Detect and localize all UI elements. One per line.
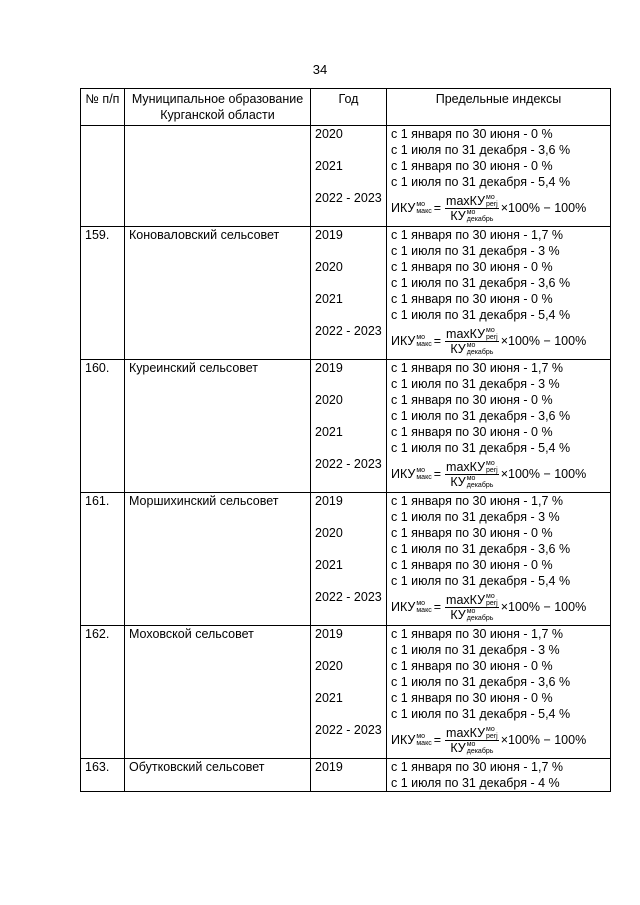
formula-lhs-sup: мо [416, 201, 426, 208]
formula-fraction [445, 460, 499, 489]
formula-num-sup: мо [486, 459, 495, 467]
index-line: с 1 июля по 31 декабря - 3,6 % [391, 276, 571, 290]
year-label: 2022 - 2023 [315, 191, 382, 205]
formula-eq: = [433, 334, 442, 348]
year-label: 2020 [315, 127, 343, 141]
table-row [81, 759, 611, 792]
year-label: 2019 [315, 494, 343, 508]
formula-num: maxКУ [446, 592, 486, 607]
row-number: 162. [81, 626, 125, 759]
formula-tail: ×100% − 100% [500, 467, 587, 481]
row-indexes [387, 227, 611, 360]
formula-num: maxКУ [446, 326, 486, 341]
formula-num-sub: perj [486, 333, 498, 341]
index-line: с 1 июля по 31 декабря - 5,4 % [391, 707, 571, 721]
index-line: с 1 января по 30 июня - 0 % [391, 159, 553, 173]
row-indexes [387, 493, 611, 626]
indexes-table [80, 88, 611, 792]
year-label: 2022 - 2023 [315, 324, 382, 338]
year-label: 2020 [315, 393, 343, 407]
row-municipality: Куреинский сельсовет [125, 360, 311, 493]
formula-lhs-sub: макс [416, 607, 432, 614]
formula-lhs: ИКУ [391, 467, 416, 481]
formula-eq: = [433, 733, 442, 747]
year-label: 2022 - 2023 [315, 457, 382, 471]
formula-tail: ×100% − 100% [500, 733, 587, 747]
formula-lhs: ИКУ [391, 733, 416, 747]
index-line: с 1 января по 30 июня - 1,7 % [391, 760, 563, 774]
formula-den-sup: мо [466, 474, 476, 482]
formula-lhs-sub: макс [416, 474, 432, 481]
formula-lhs-sub: макс [416, 341, 432, 348]
formula-den-sup: мо [466, 607, 476, 615]
index-line: с 1 июля по 31 декабря - 5,4 % [391, 441, 571, 455]
row-municipality: Моховской сельсовет [125, 626, 311, 759]
year-label: 2021 [315, 292, 343, 306]
page-number: 34 [312, 62, 328, 77]
index-line: с 1 января по 30 июня - 0 % [391, 526, 553, 540]
row-years [311, 626, 387, 759]
index-line: с 1 июля по 31 декабря - 3 % [391, 244, 560, 258]
index-line: с 1 января по 30 июня - 1,7 % [391, 228, 563, 242]
row-number: 161. [81, 493, 125, 626]
index-line: с 1 января по 30 июня - 0 % [391, 558, 553, 572]
index-formula [387, 722, 610, 758]
year-label: 2020 [315, 526, 343, 540]
year-label: 2019 [315, 228, 343, 242]
index-line: с 1 января по 30 июня - 0 % [391, 260, 553, 274]
index-line: с 1 июля по 31 декабря - 5,4 % [391, 175, 571, 189]
year-label: 2020 [315, 659, 343, 673]
formula-den-sub: декабрь [466, 747, 494, 755]
formula-den-sup: мо [466, 208, 476, 216]
formula-num-sub: perj [486, 599, 498, 607]
index-line: с 1 июля по 31 декабря - 3,6 % [391, 409, 571, 423]
year-label: 2019 [315, 627, 343, 641]
index-formula [387, 589, 610, 625]
formula-lhs: ИКУ [391, 334, 416, 348]
year-label: 2019 [315, 361, 343, 375]
table-row [81, 360, 611, 493]
formula-num: maxКУ [446, 725, 486, 740]
formula-den-sub: декабрь [466, 614, 494, 622]
index-line: с 1 июля по 31 декабря - 3,6 % [391, 542, 571, 556]
index-formula [387, 456, 610, 492]
row-indexes [387, 360, 611, 493]
row-years [311, 126, 387, 227]
formula-den-sub: декабрь [466, 481, 494, 489]
row-years [311, 227, 387, 360]
index-line: с 1 января по 30 июня - 0 % [391, 393, 553, 407]
row-indexes [387, 626, 611, 759]
header-municipality: Муниципальное образование Курганской области [125, 89, 311, 126]
index-line: с 1 января по 30 июня - 0 % [391, 292, 553, 306]
formula-den-sup: мо [466, 740, 476, 748]
formula-den-sub: декабрь [466, 215, 494, 223]
row-number: 159. [81, 227, 125, 360]
formula-num-sub: perj [486, 466, 498, 474]
year-label: 2021 [315, 159, 343, 173]
index-line: с 1 января по 30 июня - 1,7 % [391, 627, 563, 641]
index-line: с 1 июля по 31 декабря - 3,6 % [391, 675, 571, 689]
formula-num-sub: perj [486, 200, 498, 208]
index-formula [387, 190, 610, 226]
index-line: с 1 января по 30 июня - 0 % [391, 691, 553, 705]
formula-eq: = [433, 600, 442, 614]
table-row [81, 227, 611, 360]
formula-eq: = [433, 467, 442, 481]
row-indexes [387, 759, 611, 792]
formula-num-sub: perj [486, 732, 498, 740]
row-municipality [125, 126, 311, 227]
header-year: Год [311, 89, 387, 126]
index-line: с 1 января по 30 июня - 0 % [391, 127, 553, 141]
row-municipality: Коноваловский сельсовет [125, 227, 311, 360]
formula-num-sup: мо [486, 592, 495, 600]
formula-fraction [445, 726, 499, 755]
formula-fraction [445, 593, 499, 622]
formula-lhs-sub: макс [416, 740, 432, 747]
formula-den: КУ [450, 607, 466, 622]
row-number [81, 126, 125, 227]
index-line: с 1 июля по 31 декабря - 5,4 % [391, 574, 571, 588]
formula-den: КУ [450, 474, 466, 489]
formula-num: maxКУ [446, 459, 486, 474]
formula-tail: ×100% − 100% [500, 201, 587, 215]
formula-den: КУ [450, 740, 466, 755]
table-row [81, 126, 611, 227]
formula-num-sup: мо [486, 193, 495, 201]
formula-tail: ×100% − 100% [500, 600, 587, 614]
row-municipality: Обутковский сельсовет [125, 759, 311, 792]
header-num: № п/п [81, 89, 125, 126]
year-label: 2020 [315, 260, 343, 274]
formula-fraction [445, 194, 499, 223]
formula-lhs-sup: мо [416, 467, 426, 474]
formula-lhs-sup: мо [416, 600, 426, 607]
row-years [311, 360, 387, 493]
index-line: с 1 июля по 31 декабря - 3,6 % [391, 143, 571, 157]
index-line: с 1 января по 30 июня - 0 % [391, 659, 553, 673]
formula-lhs-sub: макс [416, 208, 432, 215]
index-formula [387, 323, 610, 359]
formula-tail: ×100% − 100% [500, 334, 587, 348]
table-header-row [81, 89, 611, 126]
row-indexes [387, 126, 611, 227]
index-line: с 1 июля по 31 декабря - 3 % [391, 510, 560, 524]
year-label: 2022 - 2023 [315, 723, 382, 737]
row-years [311, 493, 387, 626]
formula-lhs-sup: мо [416, 733, 426, 740]
index-line: с 1 июля по 31 декабря - 5,4 % [391, 308, 571, 322]
formula-den: КУ [450, 341, 466, 356]
year-label: 2021 [315, 558, 343, 572]
formula-num-sup: мо [486, 326, 495, 334]
index-line: с 1 января по 30 июня - 1,7 % [391, 494, 563, 508]
formula-num: maxКУ [446, 193, 486, 208]
row-years [311, 759, 387, 792]
year-label: 2022 - 2023 [315, 590, 382, 604]
year-label: 2019 [315, 760, 343, 774]
year-label: 2021 [315, 425, 343, 439]
formula-lhs-sup: мо [416, 334, 426, 341]
formula-lhs: ИКУ [391, 201, 416, 215]
formula-den-sub: декабрь [466, 348, 494, 356]
formula-den: КУ [450, 208, 466, 223]
index-line: с 1 января по 30 июня - 0 % [391, 425, 553, 439]
table-row [81, 493, 611, 626]
header-indexes: Предельные индексы [387, 89, 611, 126]
row-municipality: Моршихинский сельсовет [125, 493, 311, 626]
formula-den-sup: мо [466, 341, 476, 349]
index-line: с 1 июля по 31 декабря - 3 % [391, 377, 560, 391]
row-number: 160. [81, 360, 125, 493]
year-label: 2021 [315, 691, 343, 705]
index-line: с 1 января по 30 июня - 1,7 % [391, 361, 563, 375]
formula-eq: = [433, 201, 442, 215]
formula-num-sup: мо [486, 725, 495, 733]
table-row [81, 626, 611, 759]
index-line: с 1 июля по 31 декабря - 3 % [391, 643, 560, 657]
formula-fraction [445, 327, 499, 356]
formula-lhs: ИКУ [391, 600, 416, 614]
row-number: 163. [81, 759, 125, 792]
index-line: с 1 июля по 31 декабря - 4 % [391, 776, 560, 790]
